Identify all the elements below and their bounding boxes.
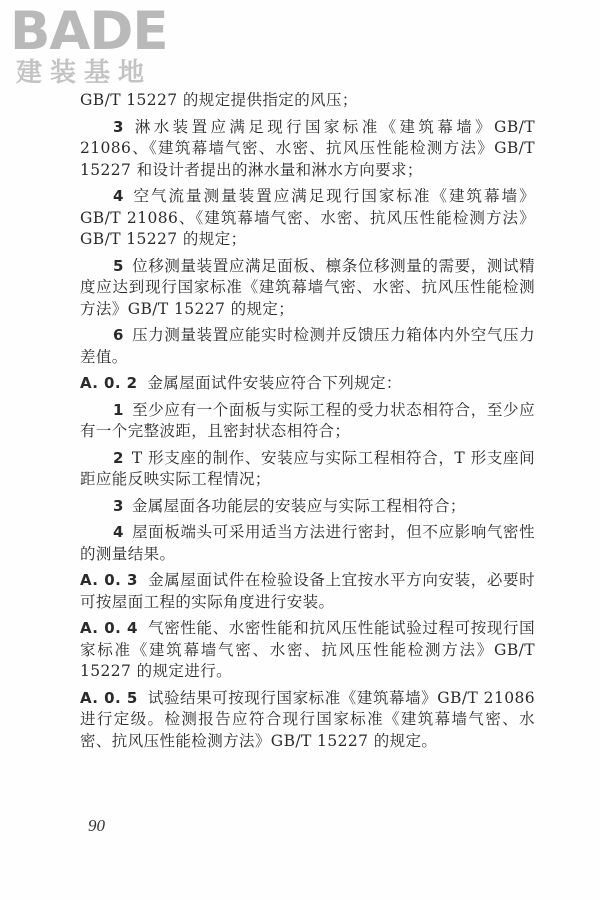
list-item (80, 522, 535, 565)
item-text: 金属屋面各功能层的安装应与实际工程相符合； (131, 496, 466, 515)
item-number: 4 (113, 523, 124, 541)
item-number: 1 (113, 400, 124, 419)
item-text: 淋水装置应满足现行国家标准《建筑幕墙》GB/T 21086、《建筑幕墙气密、水密、抗风压性能检测方法》GB/T 15227 和设计者提出的淋水量和淋水方向要求； (80, 117, 535, 179)
section-a03 (80, 570, 535, 613)
section-text: 金属屋面试件在检验设备上宜按水平方向安装，必要时可按屋面工程的实际角度进行安装。 (80, 571, 536, 611)
section-number: A. 0. 4 (80, 619, 138, 637)
section-number: A. 0. 3 (80, 571, 138, 589)
paragraph-continuation (80, 90, 535, 112)
item-number: 2 (113, 448, 124, 467)
bade-logo (8, 2, 208, 92)
item-text: 屋面板端头可采用适当方法进行密封，但不应影响气密性的测量结果。 (80, 523, 535, 563)
item-text: 至少应有一个面板与实际工程的受力状态相符合，至少应有一个完整波距，且密封状态相符合； (80, 400, 535, 440)
section-a04 (80, 618, 535, 683)
item-number: 3 (113, 117, 124, 136)
list-item (80, 256, 535, 321)
item-text: 空气流量测量装置应满足现行国家标准《建筑幕墙》GB/T 21086、《建筑幕墙气密、水密、抗风压性能检测方法》GB/T 15227 的规定； (80, 187, 535, 248)
list-item (80, 117, 535, 182)
item-text: 位移测量装置应满足面板、檩条位移测量的需要，测试精度应达到现行国家标准《建筑幕墙气密、水密、抗风压性能检测方法》GB/T 15227 的规定； (80, 256, 535, 318)
list-item (80, 496, 535, 518)
item-number: 6 (113, 326, 124, 344)
section-text: 金属屋面试件安装应符合下列规定： (147, 374, 402, 392)
list-item (80, 448, 535, 491)
section-text: 试验结果可按现行国家标准《建筑幕墙》GB/T 21086 进行定级。检测报告应符合现行国家标准《建筑幕墙气密、水密、抗风压性能检测方法》GB/T 15227 的规定。 (80, 688, 535, 750)
page-number: 90 (88, 816, 105, 835)
list-item (80, 186, 535, 251)
list-item (80, 400, 535, 443)
item-number: 5 (113, 256, 124, 275)
section-a05 (80, 688, 535, 753)
list-item (80, 325, 535, 368)
logo-subtitle: 建装基地 (16, 58, 153, 88)
section-number: A. 0. 5 (80, 688, 138, 707)
page-body (80, 90, 535, 757)
section-heading-a02 (80, 373, 535, 395)
item-text: 压力测量装置应能实时检测并反馈压力箱体内外空气压力差值。 (80, 326, 535, 366)
item-number: 3 (113, 496, 124, 515)
item-number: 4 (113, 187, 124, 205)
paragraph-text: GB/T 15227 的规定提供指定的风压； (80, 91, 358, 109)
logo-wordmark: BADE (10, 1, 168, 62)
section-text: 气密性能、水密性能和抗风压性能试验过程可按现行国家标准《建筑幕墙气密、水密、抗风压性能检测方法》GB/T 15227 的规定进行。 (80, 619, 536, 680)
item-text: T 形支座的制作、安装应与实际工程相符合，T 形支座间距应能反映实际工程情况； (80, 448, 535, 488)
section-number: A. 0. 2 (80, 374, 138, 392)
